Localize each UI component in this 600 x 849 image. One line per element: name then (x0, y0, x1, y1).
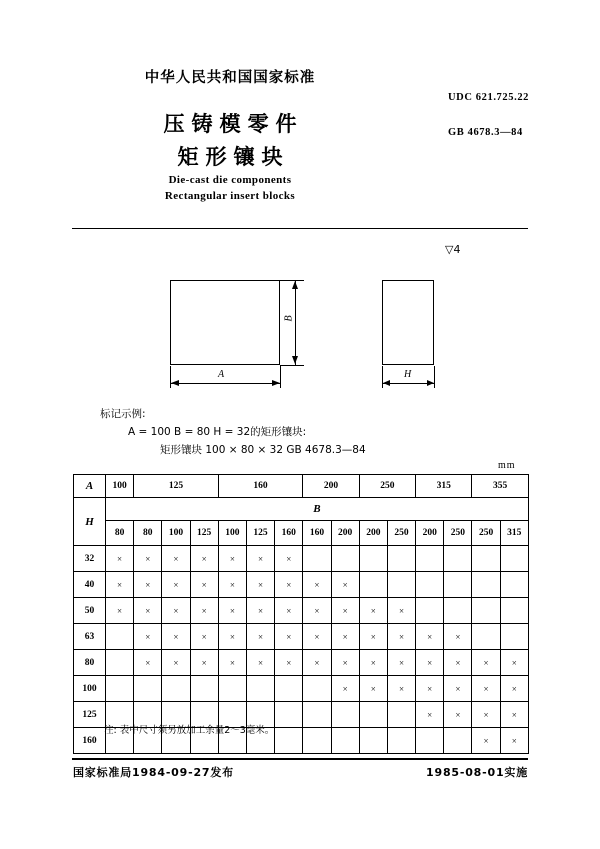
table-cell-empty (416, 598, 444, 624)
table-cell-available: × (275, 546, 303, 572)
table-cell-empty (472, 624, 500, 650)
table-cell-empty (106, 650, 134, 676)
table-cell-available: × (134, 546, 162, 572)
table-cell-available: × (162, 572, 190, 598)
arrow-up-icon (292, 281, 298, 289)
table-cell-empty (387, 728, 415, 754)
table-a-header-cell: 200 (303, 475, 359, 498)
table-cell-empty (190, 676, 218, 702)
table-cell-available: × (500, 702, 528, 728)
side-arrow-left-icon (383, 380, 390, 386)
table-cell-available: × (134, 650, 162, 676)
table-cell-available: × (472, 650, 500, 676)
table-cell-available: × (472, 728, 500, 754)
table-b-header-cell: 200 (331, 521, 359, 546)
table-cell-available: × (331, 598, 359, 624)
arrow-down-icon (292, 356, 298, 364)
table-cell-available: × (331, 676, 359, 702)
table-cell-available: × (444, 650, 472, 676)
table-cell-available: × (134, 624, 162, 650)
document-title-english-line1: Die-cast die components (168, 174, 292, 186)
marking-example-line2: 矩形镶块 100 × 80 × 32 GB 4678.3—84 (160, 444, 366, 456)
table-cell-available: × (444, 624, 472, 650)
table-h-row-label: 100 (74, 676, 106, 702)
table-h-row-label: 160 (74, 728, 106, 754)
table-cell-available: × (218, 572, 246, 598)
table-b-header-cell: 250 (444, 521, 472, 546)
table-cell-available: × (106, 572, 134, 598)
table-unit-label: mm (498, 460, 516, 471)
table-cell-available: × (275, 650, 303, 676)
table-a-header-cell: 315 (416, 475, 472, 498)
table-cell-available: × (190, 572, 218, 598)
document-title-line2: 矩形镶块 (177, 145, 290, 169)
table-cell-available: × (303, 572, 331, 598)
table-b-header-cell: 160 (275, 521, 303, 546)
table-a-header-cell: 160 (218, 475, 303, 498)
dimension-table-body (74, 475, 529, 754)
table-cell-available: × (162, 546, 190, 572)
table-cell-empty (359, 546, 387, 572)
table-cell-available: × (500, 650, 528, 676)
table-b-header-cell: 80 (106, 521, 134, 546)
table-cell-available: × (275, 598, 303, 624)
table-cell-available: × (218, 624, 246, 650)
table-cell-available: × (162, 624, 190, 650)
side-view-rectangle (382, 280, 434, 365)
table-cell-available: × (387, 650, 415, 676)
table-cell-available: × (444, 676, 472, 702)
table-cell-available: × (162, 650, 190, 676)
front-view-extension-line-right (280, 366, 281, 388)
footer-effective-date: 1985-08-01实施 (426, 766, 528, 779)
table-cell-empty (416, 572, 444, 598)
table-cell-available: × (359, 676, 387, 702)
table-cell-available: × (303, 624, 331, 650)
table-cell-available: × (190, 624, 218, 650)
table-row (74, 572, 529, 598)
table-cell-empty (331, 702, 359, 728)
table-cell-empty (331, 546, 359, 572)
table-cell-available: × (500, 676, 528, 702)
table-b-header-cell: 125 (190, 521, 218, 546)
table-cell-empty (359, 702, 387, 728)
table-cell-empty (387, 702, 415, 728)
table-b-header-cell: 315 (500, 521, 528, 546)
table-cell-empty (275, 676, 303, 702)
table-row-b-values (74, 521, 529, 546)
surface-finish-symbol: ▽4 (445, 243, 461, 256)
table-cell-empty (303, 546, 331, 572)
table-a-header-cell: 355 (472, 475, 528, 498)
table-cell-available: × (134, 572, 162, 598)
table-cell-empty (416, 546, 444, 572)
document-title-english-line2: Rectangular insert blocks (164, 190, 296, 202)
marking-example-line1: A = 100 B = 80 H = 32的矩形镶块: (128, 426, 307, 438)
table-cell-empty (444, 572, 472, 598)
table-cell-available: × (190, 546, 218, 572)
table-cell-available: × (416, 624, 444, 650)
table-row (74, 598, 529, 624)
table-b-header-cell: 125 (246, 521, 274, 546)
marking-example-heading: 标记示例: (100, 408, 146, 420)
table-cell-empty (387, 572, 415, 598)
front-view-rectangle (170, 280, 280, 365)
table-cell-empty (472, 546, 500, 572)
document-title-line1: 压铸模零件 (163, 112, 304, 136)
table-cell-available: × (359, 598, 387, 624)
table-cell-empty (359, 728, 387, 754)
dimension-label-h: H (404, 369, 412, 380)
table-cell-available: × (246, 546, 274, 572)
table-cell-available: × (246, 624, 274, 650)
table-b-group-label: B (106, 498, 529, 521)
dimension-label-a: A (218, 369, 225, 380)
table-row (74, 650, 529, 676)
table-cell-empty (303, 676, 331, 702)
table-cell-available: × (387, 624, 415, 650)
table-row-b-group (74, 498, 529, 521)
footer-issued-date: 国家标准局1984-09-27发布 (73, 766, 234, 779)
table-cell-available: × (500, 728, 528, 754)
table-cell-available: × (359, 650, 387, 676)
national-standard-heading: 中华人民共和国国家标准 (144, 70, 316, 86)
arrow-left-icon (171, 380, 179, 386)
table-cell-available: × (162, 598, 190, 624)
table-cell-available: × (134, 598, 162, 624)
table-h-row-label: 125 (74, 702, 106, 728)
table-a-header-cell: 125 (134, 475, 219, 498)
table-cell-empty (331, 728, 359, 754)
front-view-vertical-dimension-line (295, 280, 296, 365)
side-arrow-right-icon (427, 380, 434, 386)
table-cell-empty (500, 546, 528, 572)
table-row (74, 676, 529, 702)
table-cell-empty (275, 728, 303, 754)
table-h-row-label: 40 (74, 572, 106, 598)
dimension-table (73, 474, 529, 754)
table-cell-available: × (359, 624, 387, 650)
table-row (74, 624, 529, 650)
table-b-header-cell: 100 (162, 521, 190, 546)
table-h-row-label: 32 (74, 546, 106, 572)
front-view-extension-line-bottom (280, 365, 304, 366)
footer-divider-rule (72, 758, 528, 760)
table-cell-empty (472, 598, 500, 624)
table-cell-available: × (106, 546, 134, 572)
table-b-header-cell: 80 (134, 521, 162, 546)
table-cell-available: × (331, 624, 359, 650)
table-cell-available: × (246, 572, 274, 598)
table-cell-available: × (106, 598, 134, 624)
table-h-row-label: 80 (74, 650, 106, 676)
table-cell-available: × (416, 676, 444, 702)
table-cell-empty (359, 572, 387, 598)
table-cell-empty (444, 598, 472, 624)
standard-number: GB 4678.3—84 (448, 127, 523, 138)
table-cell-available: × (444, 702, 472, 728)
side-view-extension-line-right (434, 366, 435, 388)
table-b-header-cell: 200 (416, 521, 444, 546)
table-cell-available: × (387, 676, 415, 702)
table-a-header-cell: 250 (359, 475, 415, 498)
table-cell-empty (162, 676, 190, 702)
table-cell-empty (106, 624, 134, 650)
table-cell-empty (416, 728, 444, 754)
table-cell-available: × (331, 650, 359, 676)
table-cell-empty (500, 624, 528, 650)
table-cell-available: × (190, 650, 218, 676)
table-corner-a-label: A (74, 475, 106, 498)
table-cell-available: × (303, 650, 331, 676)
table-cell-available: × (275, 572, 303, 598)
table-cell-empty (444, 546, 472, 572)
table-cell-empty (134, 676, 162, 702)
table-corner-h-label: H (74, 498, 106, 546)
table-b-header-cell: 250 (472, 521, 500, 546)
table-cell-empty (444, 728, 472, 754)
table-cell-empty (472, 572, 500, 598)
table-cell-available: × (303, 598, 331, 624)
table-h-row-label: 50 (74, 598, 106, 624)
table-note: 注: 表中尺寸须另放加工余量2～3毫米。 (104, 725, 275, 736)
table-b-header-cell: 100 (218, 521, 246, 546)
table-cell-available: × (331, 572, 359, 598)
dimension-label-b: B (283, 315, 295, 322)
header-divider-rule (72, 228, 528, 229)
table-cell-empty (246, 676, 274, 702)
table-cell-available: × (387, 598, 415, 624)
table-cell-available: × (246, 598, 274, 624)
table-cell-available: × (218, 598, 246, 624)
table-cell-available: × (218, 650, 246, 676)
table-cell-empty (387, 546, 415, 572)
table-cell-available: × (246, 650, 274, 676)
table-a-header-cell: 100 (106, 475, 134, 498)
table-b-header-cell: 200 (359, 521, 387, 546)
table-cell-empty (218, 676, 246, 702)
table-cell-available: × (472, 702, 500, 728)
table-b-header-cell: 250 (387, 521, 415, 546)
table-cell-available: × (275, 624, 303, 650)
table-cell-empty (500, 598, 528, 624)
table-cell-available: × (416, 702, 444, 728)
table-cell-available: × (218, 546, 246, 572)
table-h-row-label: 63 (74, 624, 106, 650)
table-row (74, 546, 529, 572)
arrow-right-icon (272, 380, 280, 386)
table-cell-empty (303, 702, 331, 728)
front-view-horizontal-dimension-line (170, 383, 280, 384)
table-cell-available: × (190, 598, 218, 624)
table-b-header-cell: 160 (303, 521, 331, 546)
table-cell-empty (106, 676, 134, 702)
table-cell-available: × (416, 650, 444, 676)
table-cell-empty (303, 728, 331, 754)
udc-classification: UDC 621.725.22 (448, 92, 530, 103)
table-cell-empty (275, 702, 303, 728)
table-row-a-header (74, 475, 529, 498)
table-cell-available: × (472, 676, 500, 702)
table-cell-empty (500, 572, 528, 598)
